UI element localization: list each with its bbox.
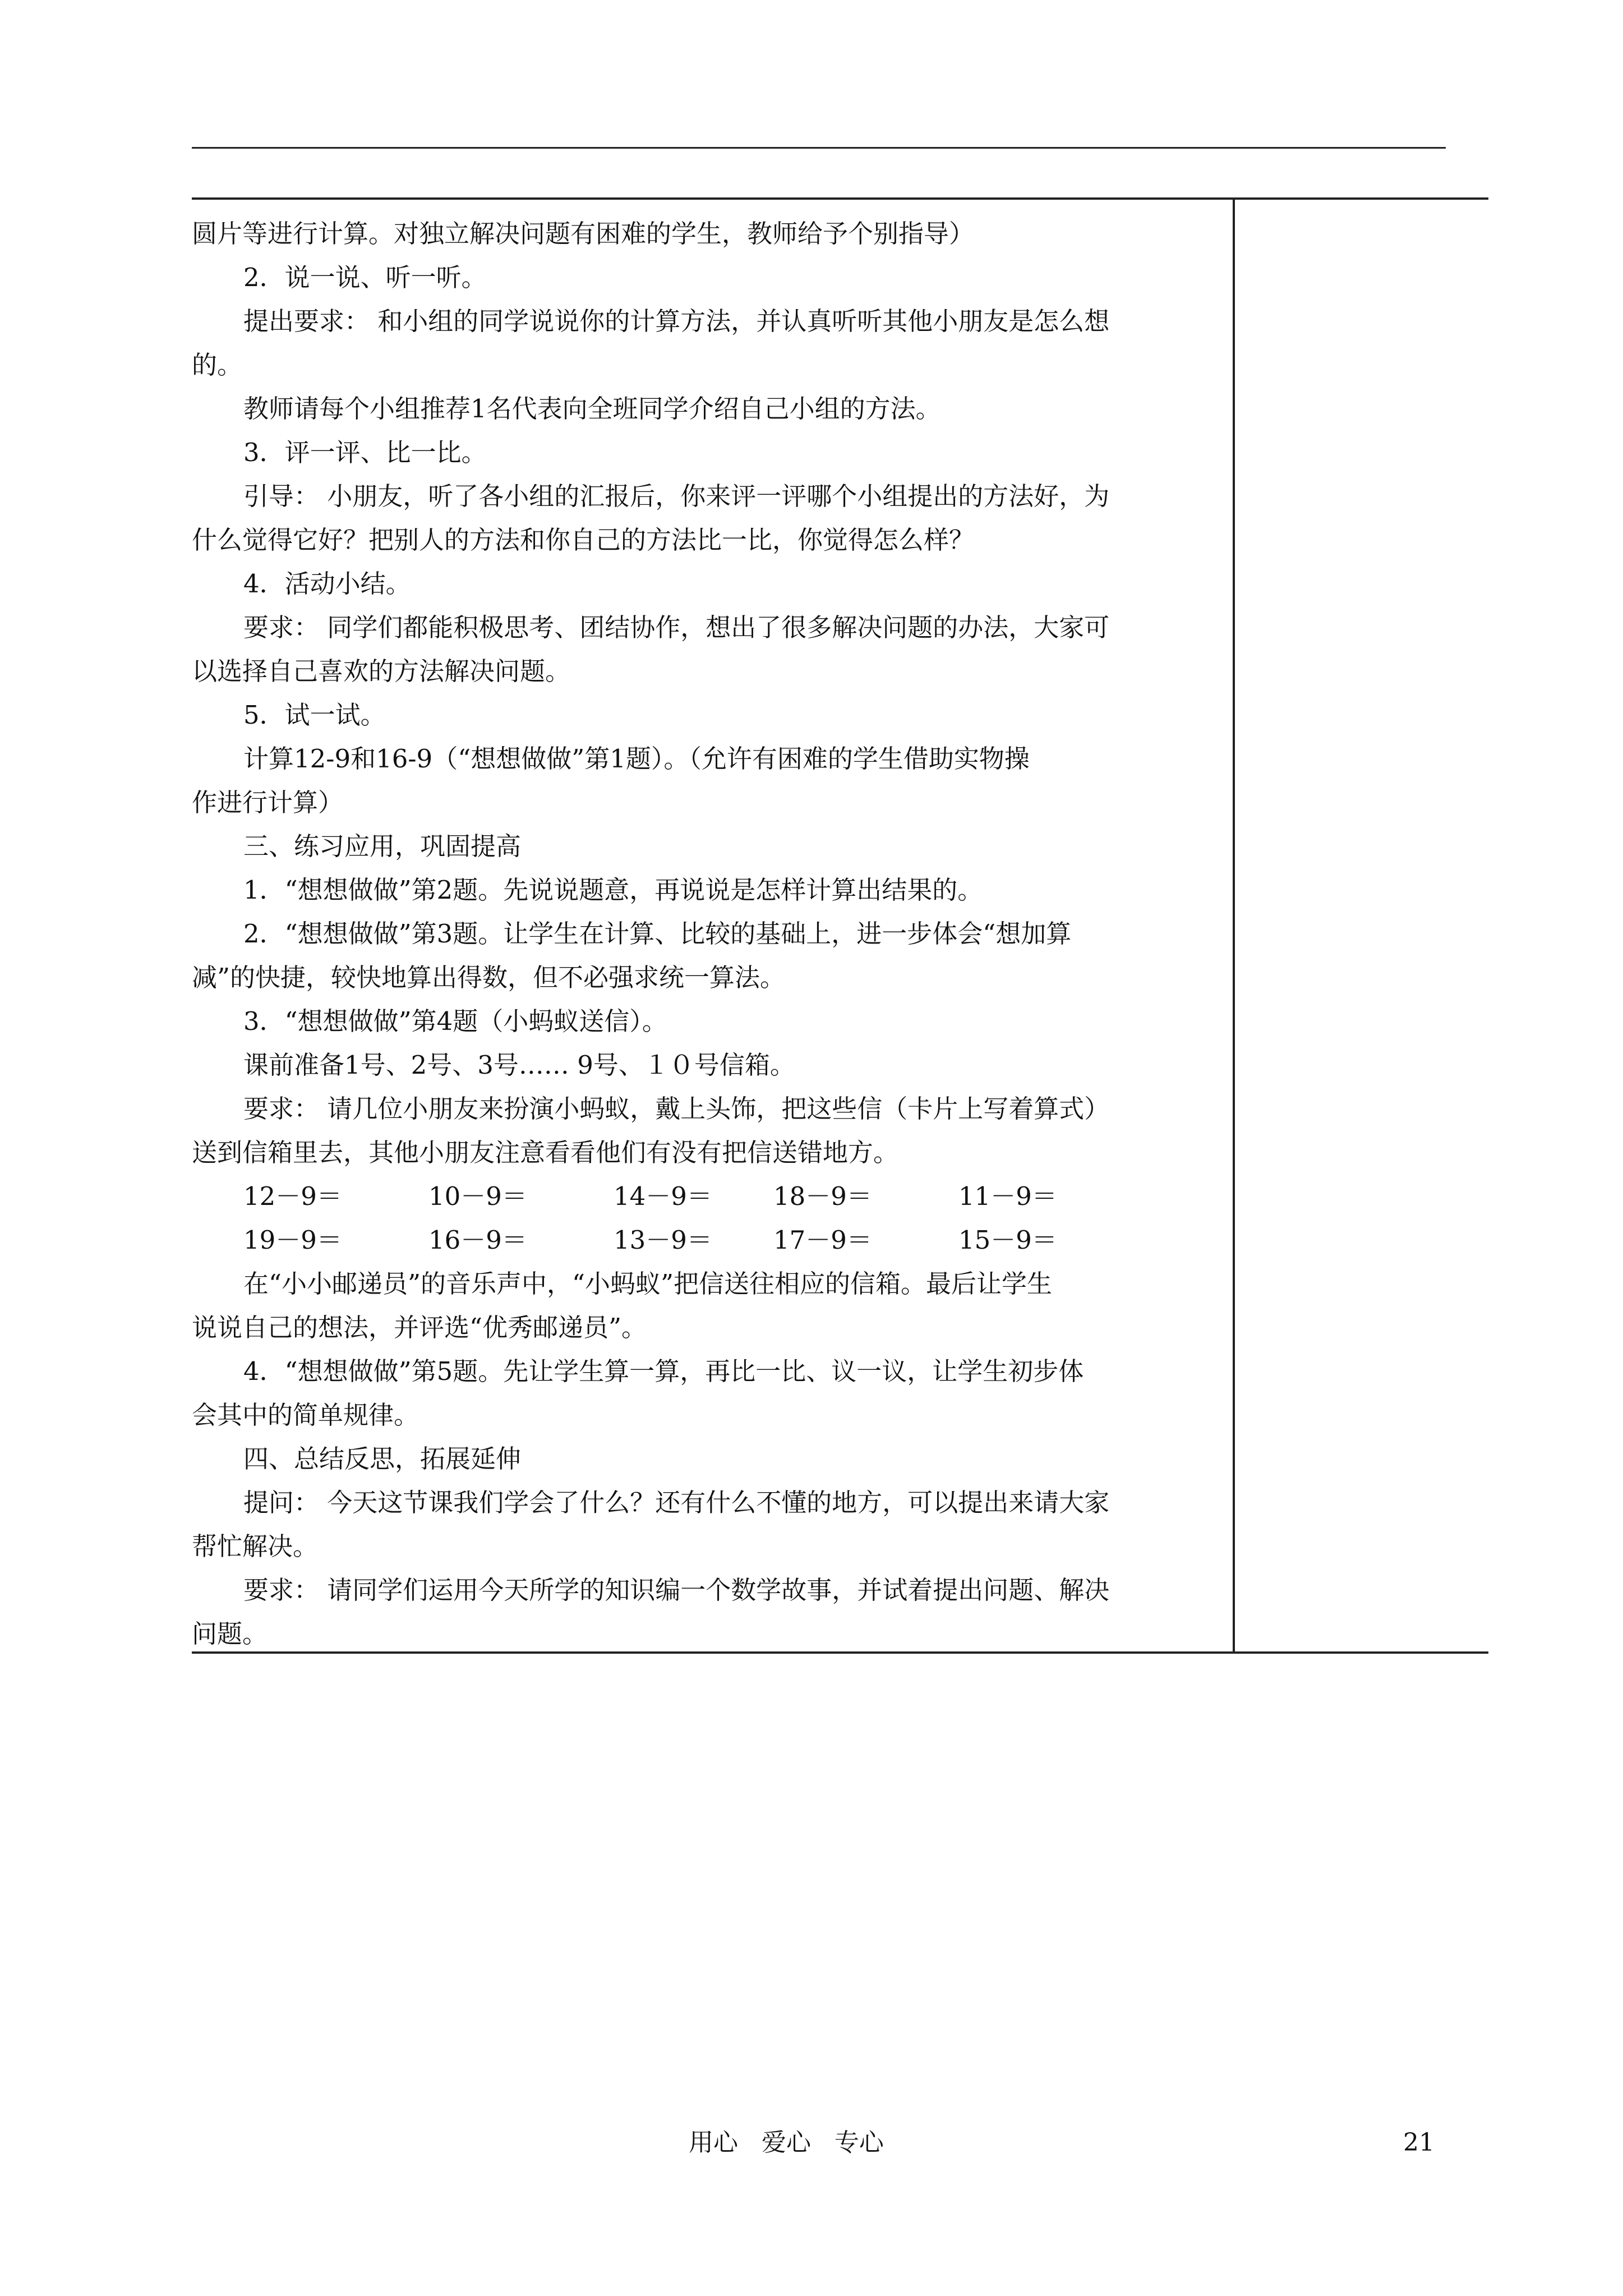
text-line: 教师请每个小组推荐1名代表向全班同学介绍自己小组的方法。 — [243, 394, 941, 424]
equation: 10－9＝ — [428, 1181, 527, 1211]
footer-slogan: 用心 爱心 专心 — [689, 2128, 884, 2157]
equation: 16－9＝ — [428, 1225, 527, 1255]
text-line: 提出要求： 和小组的同学说说你的计算方法，并认真听听其他小朋友是怎么想 — [243, 306, 1110, 336]
equation: 14－9＝ — [614, 1181, 712, 1211]
text-line: 以选择自己喜欢的方法解决问题。 — [192, 656, 571, 686]
lesson-table — [192, 197, 1488, 1654]
section-heading: 四、总结反思，拓展延伸 — [243, 1444, 522, 1474]
text-line: 提问： 今天这节课我们学会了什么？还有什么不懂的地方，可以提出来请大家 — [243, 1488, 1110, 1517]
equation: 19－9＝ — [243, 1225, 342, 1255]
text-line: 说说自己的想法，并评选“优秀邮递员”。 — [192, 1313, 647, 1342]
section-heading: 3．评一评、比一比。 — [243, 438, 487, 467]
text-line: 2．“想想做做”第3题。让学生在计算、比较的基础上，进一步体会“想加算 — [243, 919, 1072, 949]
text-line: 帮忙解决。 — [192, 1531, 319, 1561]
column-divider — [1233, 200, 1235, 1651]
text-line: 会其中的简单规律。 — [192, 1400, 419, 1430]
text-line: 问题。 — [192, 1619, 268, 1649]
text-line: 要求： 请几位小朋友来扮演小蚂蚁，戴上头饰，把这些信（卡片上写着算式） — [243, 1094, 1110, 1124]
text-line: 要求： 同学们都能积极思考、团结协作，想出了很多解决问题的办法，大家可 — [243, 613, 1110, 642]
text-line: 的。 — [192, 350, 243, 380]
header-rule — [192, 147, 1446, 149]
section-heading: 2．说一说、听一听。 — [243, 263, 487, 292]
equation-row — [192, 1218, 1230, 1262]
equation: 13－9＝ — [614, 1225, 712, 1255]
equation: 18－9＝ — [773, 1181, 872, 1211]
page-number: 21 — [1403, 2128, 1435, 2157]
equation: 11－9＝ — [958, 1181, 1057, 1211]
text-line: 计算12-9和16-9（“想想做做”第1题）。（允许有困难的学生借助实物操 — [243, 744, 1030, 774]
section-heading: 三、练习应用，巩固提高 — [243, 831, 522, 861]
text-line: 要求： 请同学们运用今天所学的知识编一个数学故事，并试着提出问题、解决 — [243, 1575, 1110, 1605]
text-line: 课前准备1号、2号、3号…… 9号、１０号信箱。 — [243, 1050, 795, 1080]
section-heading: 5．试一试。 — [243, 700, 386, 730]
text-line: 引导： 小朋友，听了各小组的汇报后，你来评一评哪个小组提出的方法好，为 — [243, 481, 1110, 511]
text-line: 4．“想想做做”第5题。先让学生算一算，再比一比、议一议，让学生初步体 — [243, 1356, 1084, 1386]
text-line: 圆片等进行计算。对独立解决问题有困难的学生，教师给予个别指导） — [192, 219, 975, 249]
equation: 12－9＝ — [243, 1181, 342, 1211]
text-line: 1．“想想做做”第2题。先说说题意，再说说是怎样计算出结果的。 — [243, 875, 983, 905]
lesson-text-cell — [192, 212, 1230, 1656]
text-line: 作进行计算） — [192, 788, 344, 817]
text-line: 送到信箱里去，其他小朋友注意看看他们有没有把信送错地方。 — [192, 1138, 899, 1167]
page-footer — [0, 2126, 1623, 2160]
section-heading: 4．活动小结。 — [243, 569, 411, 599]
text-line: 在“小小邮递员”的音乐声中，“小蚂蚁”把信送往相应的信箱。最后让学生 — [243, 1269, 1053, 1299]
equation: 15－9＝ — [958, 1225, 1057, 1255]
text-line: 减”的快捷，较快地算出得数，但不必强求统一算法。 — [192, 963, 786, 992]
equation: 17－9＝ — [773, 1225, 872, 1255]
text-line: 3．“想想做做”第4题（小蚂蚁送信）。 — [243, 1006, 667, 1036]
text-line: 什么觉得它好？把别人的方法和你自己的方法比一比，你觉得怎么样？ — [192, 525, 975, 555]
equation-row — [192, 1175, 1230, 1218]
